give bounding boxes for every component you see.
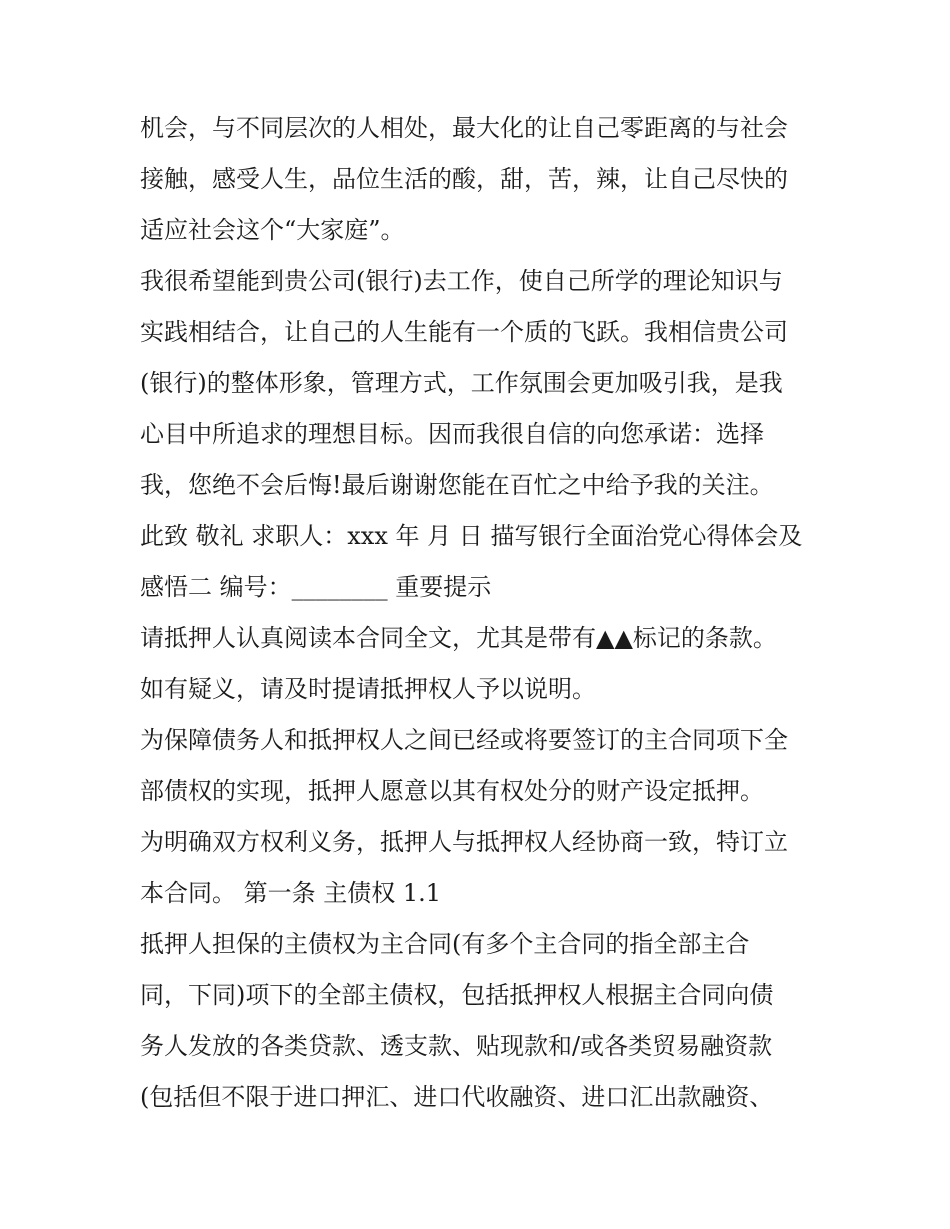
text-line: 部债权的实现，抵押人愿意以其有权处分的财产设定抵押。	[140, 777, 764, 805]
text-line: 本合同。 第一条 主债权 1.1	[140, 879, 442, 907]
text-line: 我很希望能到贵公司(银行)去工作，使自己所学的理论知识与	[140, 267, 783, 295]
text-line: 请抵押人认真阅读本合同全文，尤其是带有▲▲标记的条款。	[140, 624, 777, 652]
text-line: 为明确双方权利义务，抵押人与抵押权人经协商一致，特订立	[140, 828, 788, 856]
text-line: 机会，与不同层次的人相处，最大化的让自己零距离的与社会	[140, 114, 788, 142]
text-line: (包括但不限于进口押汇、进口代收融资、进口汇出款融资、	[140, 1083, 774, 1111]
document-body	[140, 103, 820, 1123]
text-line: 接触，感受人生，品位生活的酸，甜，苦，辣，让自己尽快的	[140, 165, 788, 193]
text-line: 实践相结合，让自己的人生能有一个质的飞跃。我相信贵公司	[140, 318, 788, 346]
text-line: 此致 敬礼 求职人：xxx 年 月 日 描写银行全面治党心得体会及	[140, 522, 803, 550]
text-line: (银行)的整体形象，管理方式，工作氛围会更加吸引我，是我	[140, 369, 783, 397]
text-line: 务人发放的各类贷款、透支款、贴现款和/或各类贸易融资款	[140, 1032, 773, 1060]
text-line: 感悟二 编号：________ 重要提示	[140, 573, 492, 601]
text-line: 我，您绝不会后悔!最后谢谢您能在百忙之中给予我的关注。	[140, 471, 774, 499]
text-line: 同，下同)项下的全部主债权，包括抵押权人根据主合同向债	[140, 981, 774, 1009]
text-line: 心目中所追求的理想目标。因而我很自信的向您承诺：选择	[140, 420, 764, 448]
text-line: 如有疑义，请及时提请抵押权人予以说明。	[140, 675, 596, 703]
text-line: 适应社会这个“大家庭”。	[140, 216, 405, 244]
text-line: 抵押人担保的主债权为主合同(有多个主合同的指全部主合	[140, 930, 750, 958]
text-line: 为保障债务人和抵押权人之间已经或将要签订的主合同项下全	[140, 726, 788, 754]
